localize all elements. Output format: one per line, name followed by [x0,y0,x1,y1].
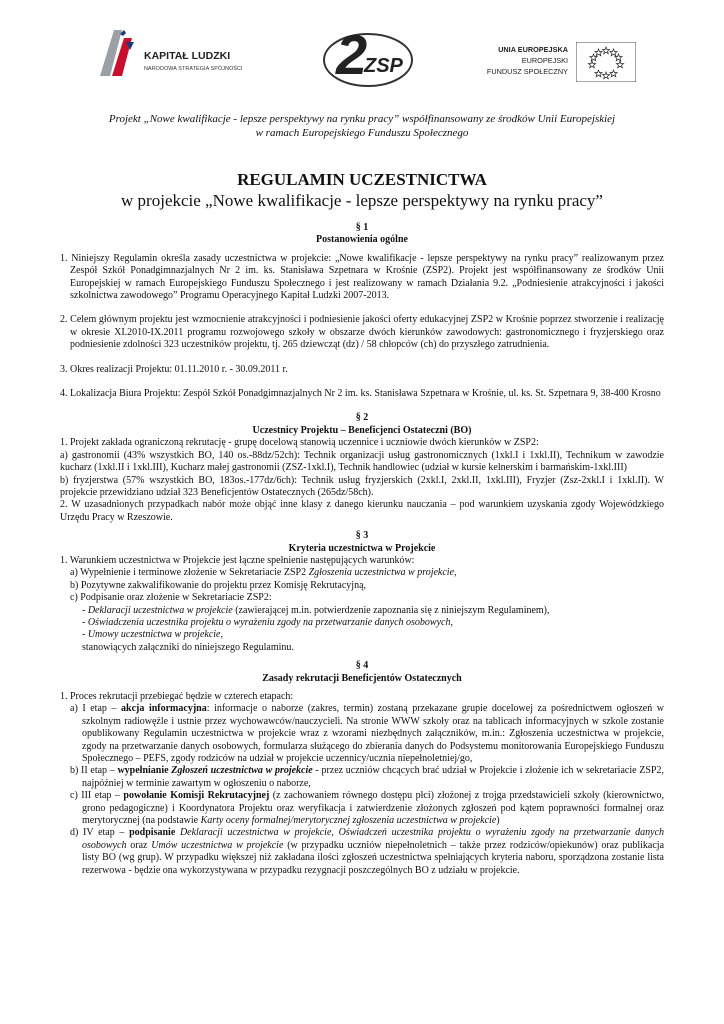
document-subtitle: w projekcie „Nowe kwalifikacje - lepsze perspektywy na rynku pracy” [121,191,603,210]
section-2-item-b: b) fryzjerstwa (57% wszystkich BO, 183os.-177dz/6ch): Technik usług fryzjerskich (2xkl.I, 2xkl.II, 1xkl.III), Fryzjer (Zsz-2xkl.I i 1xkl.II). W projekcie przewidziano udział 323 Beneficjentów Ostatecznych (265dz/58ch). [60,474,664,498]
section-1-paragraph-1: 1. Niniejszy Regulamin określa zasady uczestnictwa w projekcie: „Nowe kwalifikacje - lepsze perspektywy na rynku pracy” realizowanym przez Zespół Szkół Ponadgimnazjalnych Nr 2 im. ks. Stanisława Szpetnara w Krośnie (ZSP2). Projekt jest współfinansowany ze środków Unii Europejskiej w ramach Europejskiego Funduszu Społecznego i jest realizowany w ramach Działania 9.2. „Podniesienie atrakcyjności i jakości szkolnictwa zawodowego” Programu Operacyjnego Kapitał Ludzki 2007-2013. [60,252,664,302]
kapital-ludzki-logo [100,28,250,84]
section-3-item-b: b) Pozytywne zakwalifikowanie do projektu przez Komisję Rekrutacyjną, [70,579,367,591]
section-4-item-a: a) I etap – akcja informacyjna: informacje o naborze (zakres, termin) zostaną przekazane grupie docelowej za pośrednictwem ogłoszeń w szkolnym radiowęźle i ustnie przez wychowawców/nauczycieli. Na stronie WWW szkoły oraz na tablicach informacyjnych w szkole zostanie opublikowany Regulamin uczestnictwa w projekcie wraz z wzorami niezbędnych załączników, m.in.: Zgłoszenia uczestnictwa w projekcie, zgody na przetwarzanie danych osobowych, formularza służącego do zbierania danych do Podsystemu monitorowania Europejskiego Funduszu Społecznego – PEFS, zgody rodziców na udział w projekcie uczennicy/ucznia niepełnoletniej/go, [70,703,664,765]
kl-title: KAPITAŁ LUDZKI [144,50,231,62]
section-2-heading: Uczestnicy Projektu – Beneficjenci Ostateczni (BO) [252,424,472,436]
section-3-item-c: c) Podpisanie oraz złożenie w Sekretariacie ZSP2: [70,592,272,604]
eu-line1: UNIA EUROPEJSKA [498,45,568,54]
section-4-heading: Zasady rekrutacji Beneficjentów Ostatecznych [262,672,462,684]
section-4-item-c: c) III etap – powołanie Komisji Rekrutacyjnej (z zachowaniem równego dostępu płci) złożonej z trojga przedstawicieli szkoły (kierownictwo, grono pedagogiczne) i Koordynatora Projektu oraz weryfikacja i zatwierdzenie złożonych zgłoszeń pod kątem poprawności formalnej oraz merytorycznej (na podstawie Karty oceny formalnej/merytorycznej zgłoszenia uczestnictwa w projekcie) [70,790,664,827]
project-line-2: w ramach Europejskiego Funduszu Społecznego [255,127,469,139]
eu-line2: EUROPEJSKI [521,56,568,65]
section-1-paragraph-4: 4. Lokalizacja Biura Projektu: Zespół Szkół Ponadgimnazjalnych Nr 2 im. ks. Stanisława Szpetnara w Krośnie, ul. ks. St. Szpetnara 9, 38-400 Krosno [60,388,661,400]
section-4-item-b: b) II etap – wypełnianie Zgłoszeń uczestnictwa w projekcie - przez uczniów chcących brać udział w Projekcie i złożenie ich w sekretariacie ZSP2, najpóźniej w terminie zawartym w ogłoszeniu o naborze, [70,765,664,789]
zsp2-text: ZSP [364,55,403,77]
kapital-ludzki-mark-icon [100,30,140,76]
zsp2-number: 2 [336,23,368,86]
eu-line3: FUNDUSZ SPOŁECZNY [486,67,568,76]
section-1-number: § 1 [355,222,369,233]
section-3-number: § 3 [355,530,369,542]
section-2-paragraph-2: 2. W uzasadnionych przypadkach nabór może objąć inne klasy z danego kierunku nauczania – pod warunkiem uzyskania zgody Wojewódzkiego Urzędu Pracy w Rzeszowie. [60,499,664,523]
section-3-item-c2: - Oświadczenia uczestnika projektu o wyrażeniu zgody na przetwarzanie danych osobowych, [82,616,453,628]
zsp2-emblem-icon [318,22,418,94]
section-4-number: § 4 [355,660,369,672]
project-funding-note [60,112,664,140]
page-header [0,0,724,110]
section-1-paragraph-3: 3. Okres realizacji Projektu: 01.11.2010 r. - 30.09.2011 r. [60,363,288,375]
document-body [60,222,664,877]
document-title: REGULAMIN UCZESTNICTWA [237,170,487,189]
section-3-item-c4: stanowiących załączniki do niniejszego Regulaminu. [82,641,294,653]
section-3-heading: Kryteria uczestnictwa w Projekcie [288,542,436,554]
eu-logo [484,42,644,88]
section-2-item-a: a) gastronomii (43% wszystkich BO, 140 os.-88dz/52ch): Technik organizacji usług gastronomicznych (1xkl.I i 1xkl.II), Technikum w zawodzie kucharz (1xkl.II i 1xkl.III), Kucharz małej gastronomii (ZSZ-1xkl.I), Technik handlowiec (udział w kursie kelnerskim i barmańskim-1xkl.III) [60,449,664,474]
section-2-number: § 2 [355,412,369,424]
document-title-block [60,170,664,212]
zsp2-logo [318,22,418,94]
section-3-item-c1: - Deklaracji uczestnictwa w projekcie (zawierającej m.in. potwierdzenie zapoznania się z niniejszym Regulaminem), [82,604,550,616]
section-3-item-a: a) Wypełnienie i terminowe złożenie w Sekretariacie ZSP2 Zgłoszenia uczestnictwa w projekcie, [70,567,457,579]
kl-subtitle: NARODOWA STRATEGIA SPÓJNOŚCI [144,66,243,72]
section-3-item-c3: - Umowy uczestnictwa w projekcie, [82,629,223,641]
section-1-heading: Postanowienia ogólne [316,234,408,246]
section-4-item-d: d) IV etap – podpisanie Deklaracji uczestnictwa w projekcie, Oświadczeń uczestnika projektu o wyrażeniu zgody na przetwarzanie danych osobowych oraz Umów uczestnictwa w projekcie (w przypadku uczniów niepełnoletnich – także przez rodziców/opiekunów) oraz publikacja listy BO (wg grup). W przypadku większej niż zakładana ilości zgłoszeń uczestnictwa spełniających kryteria naboru, sporządzona zostanie lista rezerwowa - będzie ona wykorzystywana w przypadku rezygnacji poszczególnych BO z udziału w projekcie. [70,827,665,876]
section-3-paragraph-1: 1. Warunkiem uczestnictwa w Projekcie jest łączne spełnienie następujących warunków: [60,554,415,566]
section-4-paragraph-1: 1. Proces rekrutacji przebiegać będzie w czterech etapach: [60,691,294,702]
section-1-paragraph-2: 2. Celem głównym projektu jest wzmocnienie atrakcyjności i podniesienie jakości oferty edukacyjnej ZSP2 w Krośnie poprzez stworzenie i realizację w okresie XI.2010-IX.2011 programu rozwojowego szkoły w obszarze dwóch kierunków zawodowych: gastronomicznego i fryzjerskiego oraz podniesienie zdolności 323 uczestników projektu, tj. 265 dziewcząt (dz) / 58 chłopców (ch) do przyszłego zatrudnienia. [60,314,664,351]
eu-flag-icon [576,42,636,82]
section-2-paragraph-1: 1. Projekt zakłada ograniczoną rekrutację - grupę docelową stanowią uczennice i uczniowie dwóch kierunków w ZSP2: [60,437,539,449]
project-line-1: Projekt „Nowe kwalifikacje - lepsze perspektywy na rynku pracy” współfinansowany ze środków Unii Europejskiej [108,113,616,125]
